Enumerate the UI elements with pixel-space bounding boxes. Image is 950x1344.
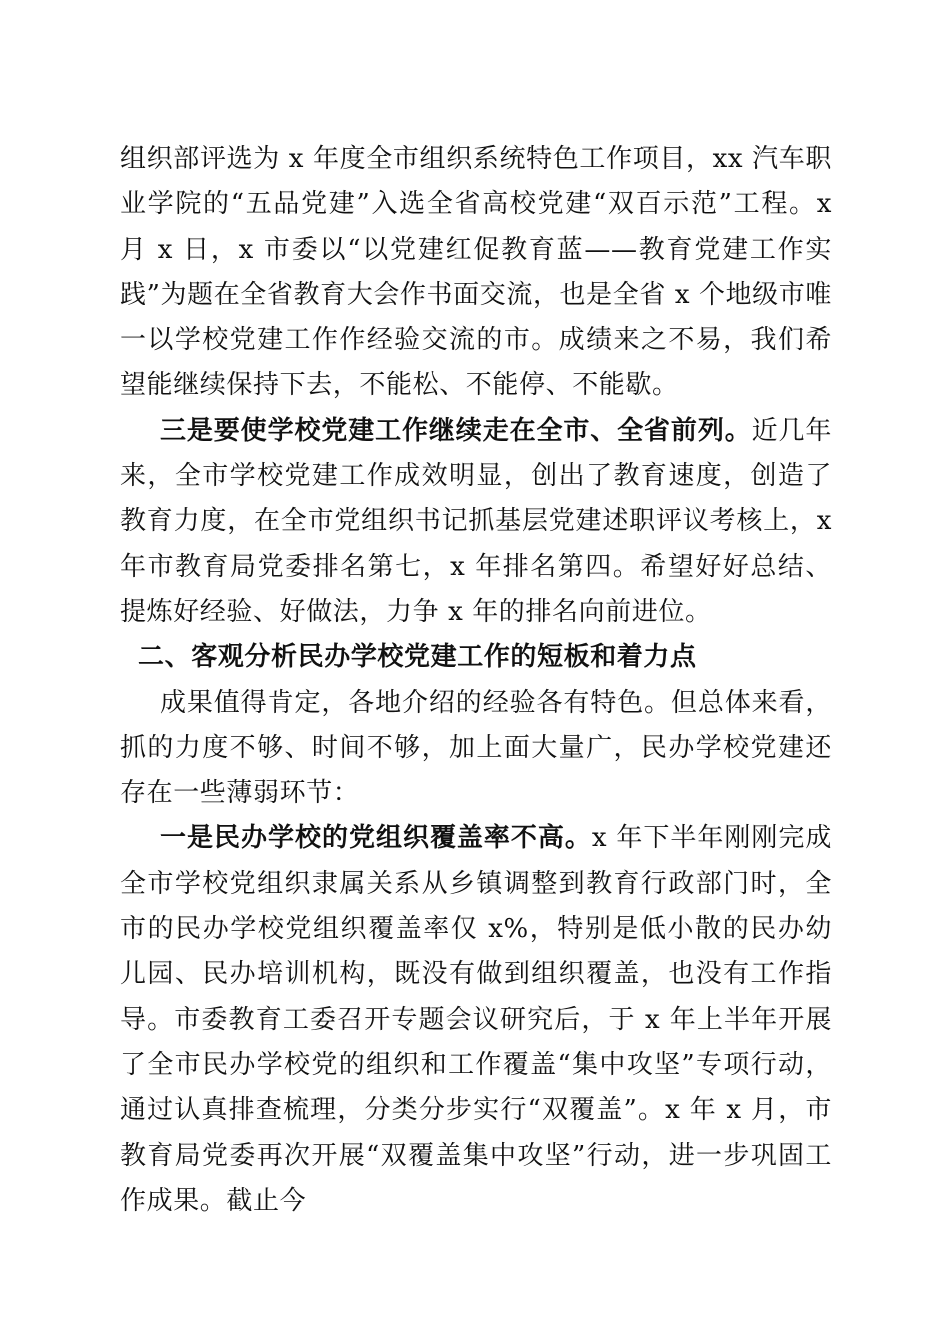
section-heading: 二、客观分析民办学校党建工作的短板和着力点	[138, 642, 697, 673]
paragraph-continued	[120, 137, 832, 409]
paragraph-point-one	[120, 816, 832, 1224]
paragraph-text: x 年下半年刚刚完成全市学校党组织隶属关系从乡镇调整到教育行政部门时，全市的民办学校党组织覆盖率仅 x%，特别是低小散的民办幼儿园、民办培训机构，既没有做到组织覆盖，也没有工作指导。市委教育工委召开专题会议研究后，于 x 年上半年开展了全市民办学校党的组织和工作覆盖“集中攻坚”专项行动，通过认真排查梳理，分类分步实行“双覆盖”。x 年 x 月，市教育局党委再次开展“双覆盖集中攻坚”行动，进一步巩固工作成果。截止今	[120, 823, 832, 1216]
paragraph-lead: 三是要使学校党建工作继续走在全市、全省前列。	[160, 415, 752, 446]
document-body	[120, 137, 832, 1224]
paragraph-intro	[120, 681, 832, 817]
paragraph-text: 近几年来，全市学校党建工作成效明显，创出了教育速度，创造了教育力度，在全市党组织书记抓基层党建述职评议考核上，x 年市教育局党委排名第七，x 年排名第四。希望好好总结、提炼好经验、好做法，力争 x 年的排名向前进位。	[120, 415, 832, 627]
paragraph-point-three	[120, 409, 832, 635]
paragraph-lead: 一是民办学校的党组织覆盖率不高。	[160, 823, 592, 854]
paragraph-text: 组织部评选为 x 年度全市组织系统特色工作项目，xx 汽车职业学院的“五品党建”入选全省高校党建“双百示范”工程。x 月 x 日，x 市委以“以党建红促教育蓝——教育党建工作实践”为题在全省教育大会作书面交流，也是全省 x 个地级市唯一以学校党建工作作经验交流的市。成绩来之不易，我们希望能继续保持下去，不能松、不能停、不能歇。	[120, 144, 832, 401]
paragraph-text: 成果值得肯定，各地介绍的经验各有特色。但总体来看，抓的力度不够、时间不够，加上面大量广，民办学校党建还存在一些薄弱环节：	[120, 687, 832, 809]
